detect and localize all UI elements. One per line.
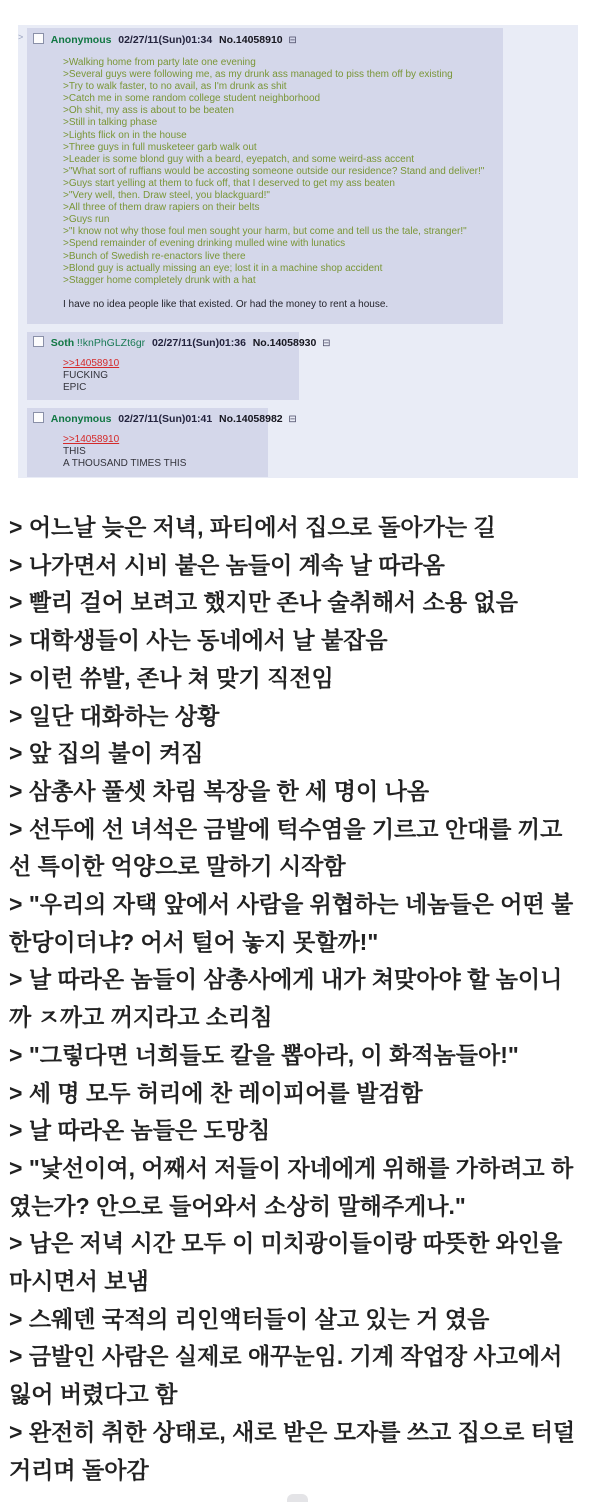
greentext-line: >Still in talking phase bbox=[63, 117, 158, 129]
post-body bbox=[63, 57, 497, 311]
translation-line: > "낯선이여, 어째서 저들이 자네에게 위해를 가하려고 하 bbox=[9, 1154, 574, 1181]
post-op bbox=[18, 28, 503, 324]
translation-line: > 앞 집의 불이 켜짐 bbox=[9, 740, 204, 767]
greentext-line: >Stagger home completely drunk with a hat bbox=[63, 274, 256, 286]
post-checkbox[interactable] bbox=[33, 412, 44, 423]
greentext-line: >All three of them draw rapiers on their belts bbox=[63, 202, 260, 214]
translation-line: > 대학생들이 사는 동네에서 날 붙잡음 bbox=[9, 627, 388, 654]
post-header bbox=[33, 336, 331, 349]
translation-line: 였는가? 안으로 들어와서 소상히 말해주게나." bbox=[9, 1192, 466, 1219]
translation-line: > 이런 쓔발, 존나 쳐 맞기 직전임 bbox=[9, 664, 334, 691]
translation-line: > 세 명 모두 허리에 찬 레이피어를 발검함 bbox=[9, 1079, 423, 1106]
poster-name: Anonymous bbox=[50, 34, 112, 46]
translation-line: > 날 따라온 놈들이 삼총사에게 내가 쳐맞아야 할 놈이니 bbox=[9, 966, 563, 993]
post-header bbox=[33, 412, 297, 426]
translation-line: > 나가면서 시비 붙은 놈들이 계속 날 따라옴 bbox=[9, 551, 445, 578]
korean-translation-block bbox=[0, 509, 600, 1489]
translation-line: > 빨리 걸어 보려고 했지만 존나 술취해서 소용 없음 bbox=[9, 589, 518, 616]
greentext-line: >Bunch of Swedish re-enactors live there bbox=[63, 250, 246, 262]
post-comment: I have no idea people like that existed. Or had the money to rent a house. bbox=[63, 298, 389, 310]
translation-line: > 어느날 늦은 저녁, 파티에서 집으로 돌아가는 길 bbox=[9, 514, 496, 540]
post-body bbox=[63, 434, 262, 470]
translation-line: > 삼총사 풀셋 차림 복장을 한 세 명이 나옴 bbox=[9, 777, 430, 804]
post-checkbox[interactable] bbox=[33, 336, 44, 347]
greentext-line: >Lights flick on in the house bbox=[63, 129, 187, 141]
collapse-post-icon[interactable]: ⊟ bbox=[288, 414, 297, 426]
greentext-line: >Try to walk faster, to no avail, as I'm drunk as shit bbox=[63, 81, 287, 93]
greentext-line: >Blond guy is actually missing an eye; lost it in a machine shop accident bbox=[63, 262, 383, 274]
translation-line: 거리며 돌아감 bbox=[9, 1456, 149, 1483]
translation-line: 한당이더냐? 어서 털어 놓지 못할까!" bbox=[9, 928, 379, 955]
side-arrow-icon: > bbox=[18, 32, 24, 42]
post-checkbox[interactable] bbox=[33, 33, 44, 44]
quote-backlink[interactable]: >>14058910 bbox=[63, 357, 120, 369]
reply-text-line: A THOUSAND TIMES THIS bbox=[63, 458, 187, 470]
greentext-line: >Guys run bbox=[63, 214, 110, 226]
greentext-line: >"What sort of ruffians would be accosting someone outside our residence? Stand and deliver!" bbox=[63, 165, 485, 177]
greentext-line: >"Very well, then. Draw steel, you blackguard!" bbox=[63, 190, 270, 202]
translation-line: 선 특이한 억양으로 말하기 시작함 bbox=[9, 853, 346, 880]
greentext-line: >Several guys were following me, as my drunk ass managed to piss them off by existing bbox=[63, 69, 453, 81]
translation-line: 까 ㅈ까고 꺼지라고 소리침 bbox=[9, 1004, 273, 1031]
post-date: 02/27/11(Sun)01:36 bbox=[151, 336, 246, 349]
4chan-thread-capture bbox=[18, 25, 578, 478]
greentext-line: >Three guys in full musketeer garb walk out bbox=[63, 141, 257, 153]
greentext-line: >Catch me in some random college student neighborhood bbox=[63, 93, 321, 105]
translation-line: > "그렇다면 너희들도 칼을 뽑아라, 이 화적놈들아!" bbox=[9, 1041, 519, 1068]
translation-line: > 일단 대화하는 상황 bbox=[9, 702, 220, 729]
post-number-link[interactable]: No.14058930 bbox=[252, 336, 317, 349]
greentext-block bbox=[63, 57, 497, 287]
greentext-line: >"I know not why those foul men sought your harm, but come and tell us the tale, stranger!" bbox=[63, 226, 467, 238]
poster-name: Soth bbox=[50, 336, 75, 349]
translation-line: > 남은 저녁 시간 모두 이 미치광이들이랑 따뜻한 와인을 bbox=[9, 1230, 563, 1257]
post-number-link[interactable]: No.14058982 bbox=[219, 413, 283, 426]
poster-name: Anonymous bbox=[50, 413, 112, 426]
translation-line: > "우리의 자택 앞에서 사람을 위협하는 네놈들은 어떤 불 bbox=[9, 891, 574, 918]
collapse-post-icon[interactable]: ⊟ bbox=[322, 337, 331, 349]
greentext-line: >Guys start yelling at them to fuck off, that I deserved to get my ass beaten bbox=[63, 177, 395, 189]
translation-line: 마시면서 보냄 bbox=[9, 1268, 149, 1295]
reply-text-line: EPIC bbox=[63, 382, 87, 394]
translation-line: > 금발인 사람은 실제로 애꾸눈임. 기계 작업장 사고에서 bbox=[9, 1343, 563, 1370]
post-reply-1 bbox=[27, 332, 331, 400]
post-date: 02/27/11(Sun)01:41 bbox=[118, 413, 213, 426]
post-header bbox=[33, 33, 497, 46]
greentext-line: >Walking home from party late one evening bbox=[63, 57, 256, 68]
reply-text-line: THIS bbox=[63, 446, 86, 458]
post-reply-2 bbox=[27, 408, 297, 477]
greentext-line: >Leader is some blond guy with a beard, eyepatch, and some weird-ass accent bbox=[63, 153, 415, 165]
post-date: 02/27/11(Sun)01:34 bbox=[118, 34, 213, 46]
translation-line: > 날 따라온 놈들은 도망침 bbox=[9, 1117, 271, 1144]
translation-line: > 스웨덴 국적의 리인액터들이 살고 있는 거 였음 bbox=[9, 1305, 490, 1332]
post-number-link[interactable]: No.14058910 bbox=[219, 34, 283, 46]
translation-line: 잃어 버렸다고 함 bbox=[9, 1381, 178, 1408]
translation-line: > 완전히 취한 상태로, 새로 받은 모자를 쓰고 집으로 터덜 bbox=[9, 1418, 576, 1445]
collapse-post-icon[interactable]: ⊟ bbox=[288, 35, 297, 46]
translation-line: > 선두에 선 녀석은 금발에 턱수염을 기르고 안대를 끼고 bbox=[9, 815, 563, 842]
poster-tripcode: !!knPhGLZt6gr bbox=[76, 336, 146, 349]
reply-text-line: FUCKING bbox=[63, 369, 108, 381]
cropped-watermark-shape bbox=[287, 1494, 308, 1502]
post-body bbox=[63, 358, 293, 394]
greentext-line: >Oh shit, my ass is about to be beaten bbox=[63, 105, 234, 117]
greentext-line: >Spend remainder of evening drinking mulled wine with lunatics bbox=[63, 238, 346, 250]
quote-backlink[interactable]: >>14058910 bbox=[63, 434, 120, 446]
